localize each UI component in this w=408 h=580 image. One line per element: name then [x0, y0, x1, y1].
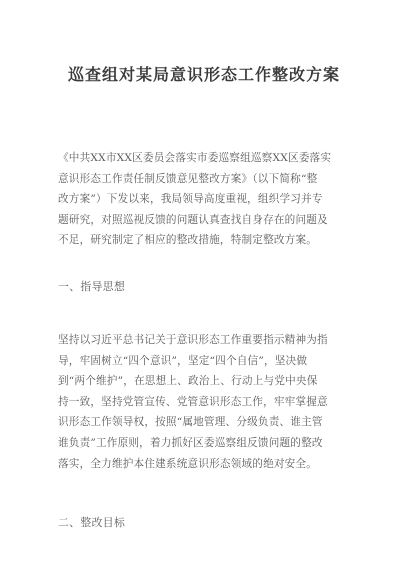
section1-line: 坚持以习近平总书记关于意识形态工作重要指示精神为指	[58, 334, 328, 346]
intro-line: 改方案”）下发以来，我局领导高度重视，组织学习并专	[58, 193, 323, 206]
section-heading-guiding-ideology: 一、指导思想	[58, 280, 126, 293]
intro-line: 《中共XX市XX区委员会落实市委巡察组巡察XX区委落实	[58, 152, 332, 164]
section1-line: 到“两个维护”，在思想上、政治上、行动上与党中央保	[58, 375, 318, 388]
intro-line: 题研究，对照巡视反馈的问题认真查找自身存在的问题及	[58, 213, 328, 226]
guiding-ideology-paragraph	[58, 330, 354, 474]
section-heading-rectification-goals: 二、整改目标	[58, 516, 126, 529]
section1-line: 落实，全力维护本住建系统意识形态领域的绝对安全。	[58, 457, 318, 470]
intro-paragraph	[58, 148, 354, 251]
section1-line: 导，牢固树立“四个意识”，坚定“四个自信”，坚决做	[58, 354, 308, 367]
section1-line: 持一致，坚持党管宣传、党管意识形态工作，牢牢掌握意	[58, 395, 328, 408]
document-title: 巡查组对某局意识形态工作整改方案	[67, 65, 340, 84]
intro-line: 意识形态工作责任制反馈意见整改方案》（以下简称“整	[58, 172, 318, 185]
section1-line: 谁负责”工作原则，着力抓好区委巡察组反馈问题的整改	[58, 436, 323, 449]
intro-line: 不足，研究制定了相应的整改措施，特制定整改方案。	[58, 234, 318, 247]
section1-line: 识形态工作领导权，按照“属地管理、分级负责、谁主管	[58, 416, 323, 429]
